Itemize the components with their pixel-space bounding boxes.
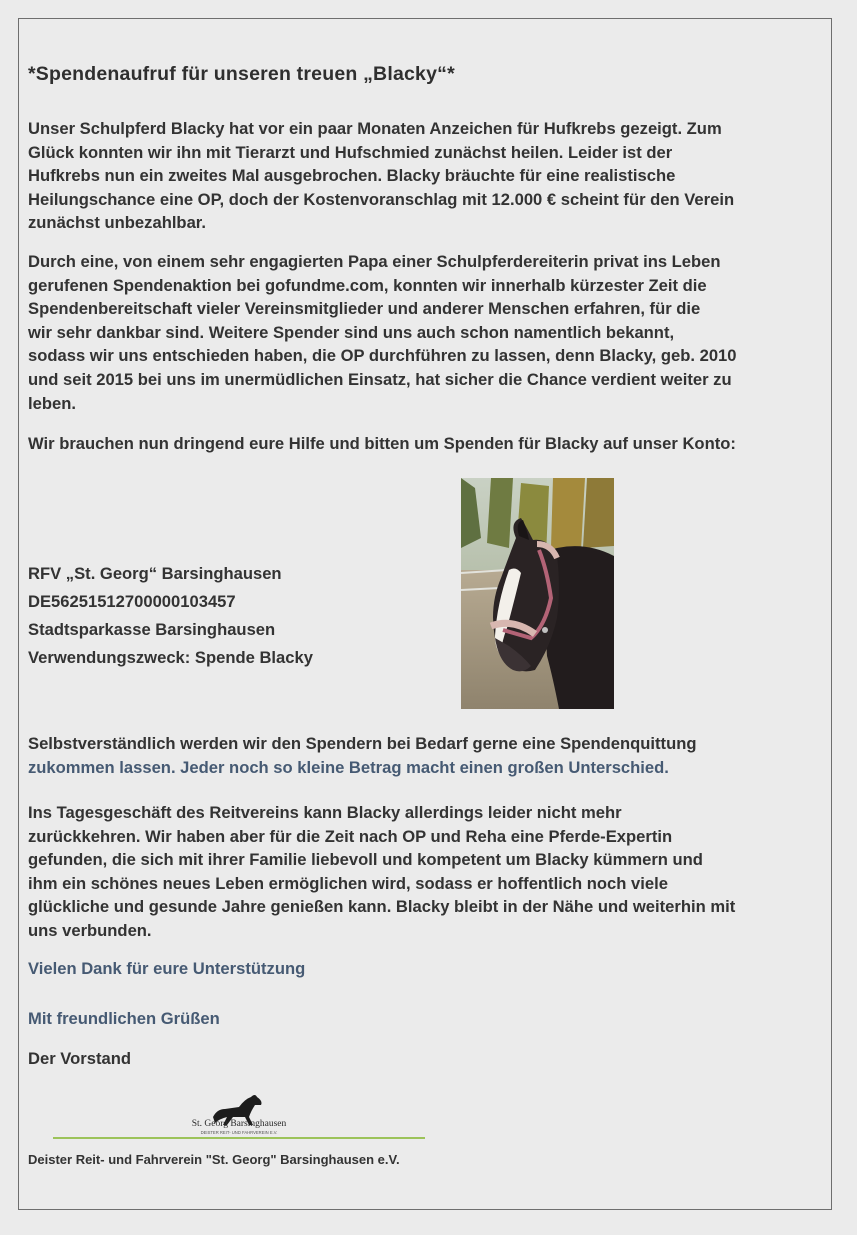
bank-name: Stadtsparkasse Barsinghausen [28,620,276,639]
text-line: uns verbunden. [28,920,152,940]
signature-line: Der Vorstand [28,1049,131,1068]
iban: DE56251512700000103457 [28,592,236,611]
payment-purpose: Verwendungszweck: Spende Blacky [28,648,313,667]
text-line: Durch eine, von einem sehr engagierten Papa einer Schulpferdereiterin privat ins Leben [28,252,721,271]
text-line: ihm ein schönes neues Leben ermöglichen wird, sodass er hoffentlich noch viele [28,873,668,893]
text-line: und seit 2015 bei uns im unermüdlichen Einsatz, hat sicher die Chance verdient weiter zu [28,369,732,389]
text-line: glückliche und gesunde Jahre genießen kann. Blacky bleibt in der Nähe und weiterhin mit [28,897,736,917]
text-line: Spendenbereitschaft vieler Vereinsmitglieder und anderer Menschen erfahren, für die [28,299,701,319]
receipt-paragraph [28,732,828,779]
intro-paragraph [28,117,828,235]
logo-divider [53,1137,425,1139]
text-line: Hufkrebs nun ein zweites Mal ausgebrochen. Blacky bräuchte für eine realistische [28,166,676,186]
fundraiser-paragraph [28,250,828,415]
text-line: wir sehr dankbar sind. Weitere Spender sind uns auch schon namentlich bekannt, [28,322,675,342]
text-line: Wir brauchen nun dringend eure Hilfe und bitten um Spenden für Blacky auf unser Konto: [28,434,736,453]
text-line: sodass wir uns entschieden haben, die OP durchführen zu lassen, denn Blacky, geb. 2010 [28,346,737,366]
text-line: Ins Tagesgeschäft des Reitvereins kann Blacky allerdings leider nicht mehr [28,803,622,822]
page-title: *Spendenaufruf für unseren treuen „Blacky“* [28,63,455,85]
bank-details [28,560,313,672]
text-line: Selbstverständlich werden wir den Spendern bei Bedarf gerne eine Spendenquittung [28,734,697,753]
footer-club-name: Deister Reit- und Fahrverein "St. Georg" Barsinghausen e.V. [28,1152,400,1167]
logo-subtitle: DEISTER REIT- UND FAHRVEREIN E.V. [200,1130,278,1135]
greeting-line: Mit freundlichen Grüßen [28,1009,220,1028]
text-line: Glück konnten wir ihn mit Tierarzt und Hufschmied zunächst heilen. Leider ist der [28,142,673,162]
text-line: Heilungschance eine OP, doch der Kostenvoranschlag mit 12.000 € scheint für den Verein [28,189,735,209]
text-line: zunächst unbezahlbar. [28,213,206,233]
club-logo [159,1087,319,1137]
text-line: gerufenen Spendenaktion bei gofundme.com, konnten wir innerhalb kürzester Zeit die [28,275,707,295]
text-line: gefunden, die sich mit ihrer Familie liebevoll und kompetent um Blacky kümmern und [28,850,703,870]
appeal-paragraph [28,432,828,456]
text-line: zukommen lassen. Jeder noch so kleine Betrag macht einen großen Unterschied. [28,757,669,777]
thanks-line: Vielen Dank für eure Unterstützung [28,959,306,978]
account-holder: RFV „St. Georg“ Barsinghausen [28,564,282,583]
horse-photo [461,478,614,709]
document-page [18,18,832,1210]
logo-name: St. Georg Barsinghausen [191,1119,287,1129]
text-line: zurückkehren. Wir haben aber für die Zeit nach OP und Reha eine Pferde-Expertin [28,826,673,846]
future-paragraph [28,801,828,943]
text-line: leben. [28,393,76,413]
text-line: Unser Schulpferd Blacky hat vor ein paar Monaten Anzeichen für Hufkrebs gezeigt. Zum [28,119,722,138]
